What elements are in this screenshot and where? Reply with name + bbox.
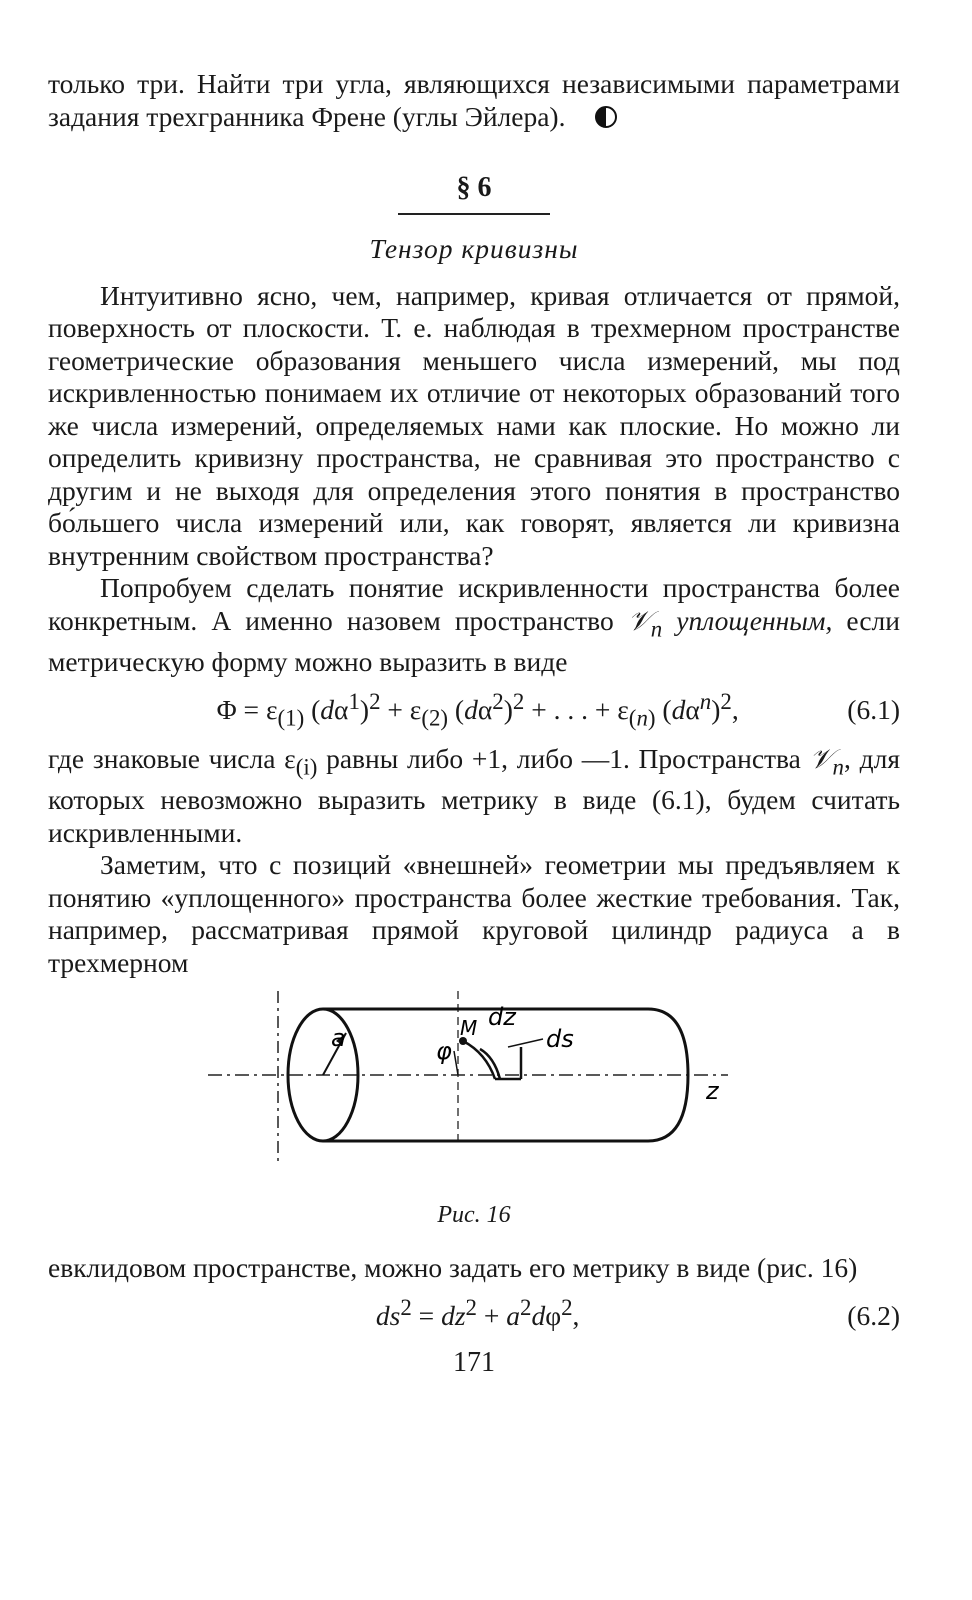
page-number: 171 <box>453 1346 495 1378</box>
paragraph-1: Интуитивно ясно, чем, например, кривая отличается от прямой, поверхность от плоскости. Т. е. наблюдая в трехмерном пространстве геометрические образования меньшего числа измерений, мы под искривленностью понимаем их отличие от некоторых образований того же числа измерений, определяемых нами как плоские. Но можно ли определить кривизну пространства, не сравнивая это пространство с другим и не выходя для определения этого понятия в пространство бо́льшего числа измерений или, как говорят, является ли кривизна внутренним свойством пространства? <box>48 279 900 571</box>
equation-6-2-formula: $ds^2 = dz^2 + a^2d\varphi^2$, <box>375 1295 580 1332</box>
label-phi: φ <box>436 1037 452 1066</box>
equation-6-1-formula: $\Phi = \varepsilon_{(1)}$ $(d\alpha^1)^2 + \varepsilon_{(2)}$ $(d\alpha^2)^2$ + . . . + $\varepsilon_{(n)}$ $(d\alpha^n)^2$, <box>216 689 739 731</box>
intro-text: только три. Найти три угла, являющихся независимыми параметрами задания трехгранника Френе (углы Эйлера). <box>48 68 900 132</box>
space-symbol: 𝒱 <box>627 604 651 636</box>
cylinder-diagram <box>208 991 728 1191</box>
label-m: M <box>460 1016 478 1041</box>
label-ds: ds <box>546 1025 574 1054</box>
equation-6-2 <box>48 1292 900 1333</box>
paragraph-5: евклидовом пространстве, можно задать его метрику в виде (рис. 16) <box>48 1251 858 1283</box>
section-title: Тензор кривизны <box>369 233 579 264</box>
section-rule <box>398 213 550 215</box>
term-flattened: уплощенным, <box>662 604 833 636</box>
section-number: § 6 <box>456 172 492 203</box>
equation-6-1 <box>48 686 900 735</box>
figure-16 <box>48 991 900 1191</box>
equation-6-1-number: (6.1) <box>847 694 900 726</box>
label-dz: dz <box>488 1003 516 1032</box>
equation-6-2-number: (6.2) <box>847 1300 900 1332</box>
paragraph-2: Попробуем сделать понятие искривленности пространства более конкретным. А именно назовем пространство 𝒱$_n$ уплощенным, если метрическую форму можно выразить в виде <box>48 572 900 677</box>
paragraph-3: где знаковые числа $\varepsilon_{(i)}$ равны либо +1, либо —1. Пространства 𝒱$_n$, для которых невозможно выразить метрику в виде (6.1), будем считать искривленными. <box>48 743 900 848</box>
intro-paragraph <box>48 68 900 133</box>
paragraph-4: Заметим, что с позиций «внешней» геометрии мы предъявляем к понятию «уплощенного» пространства более жесткие требования. Так, например, рассматривая прямой круговой цилиндр радиуса a в трехмерном <box>48 849 900 978</box>
label-z: z <box>706 1077 719 1106</box>
half-moon-icon <box>595 106 617 128</box>
page <box>48 68 900 1379</box>
label-a: a <box>331 1024 346 1053</box>
figure-caption: Рис. 16 <box>437 1202 511 1229</box>
